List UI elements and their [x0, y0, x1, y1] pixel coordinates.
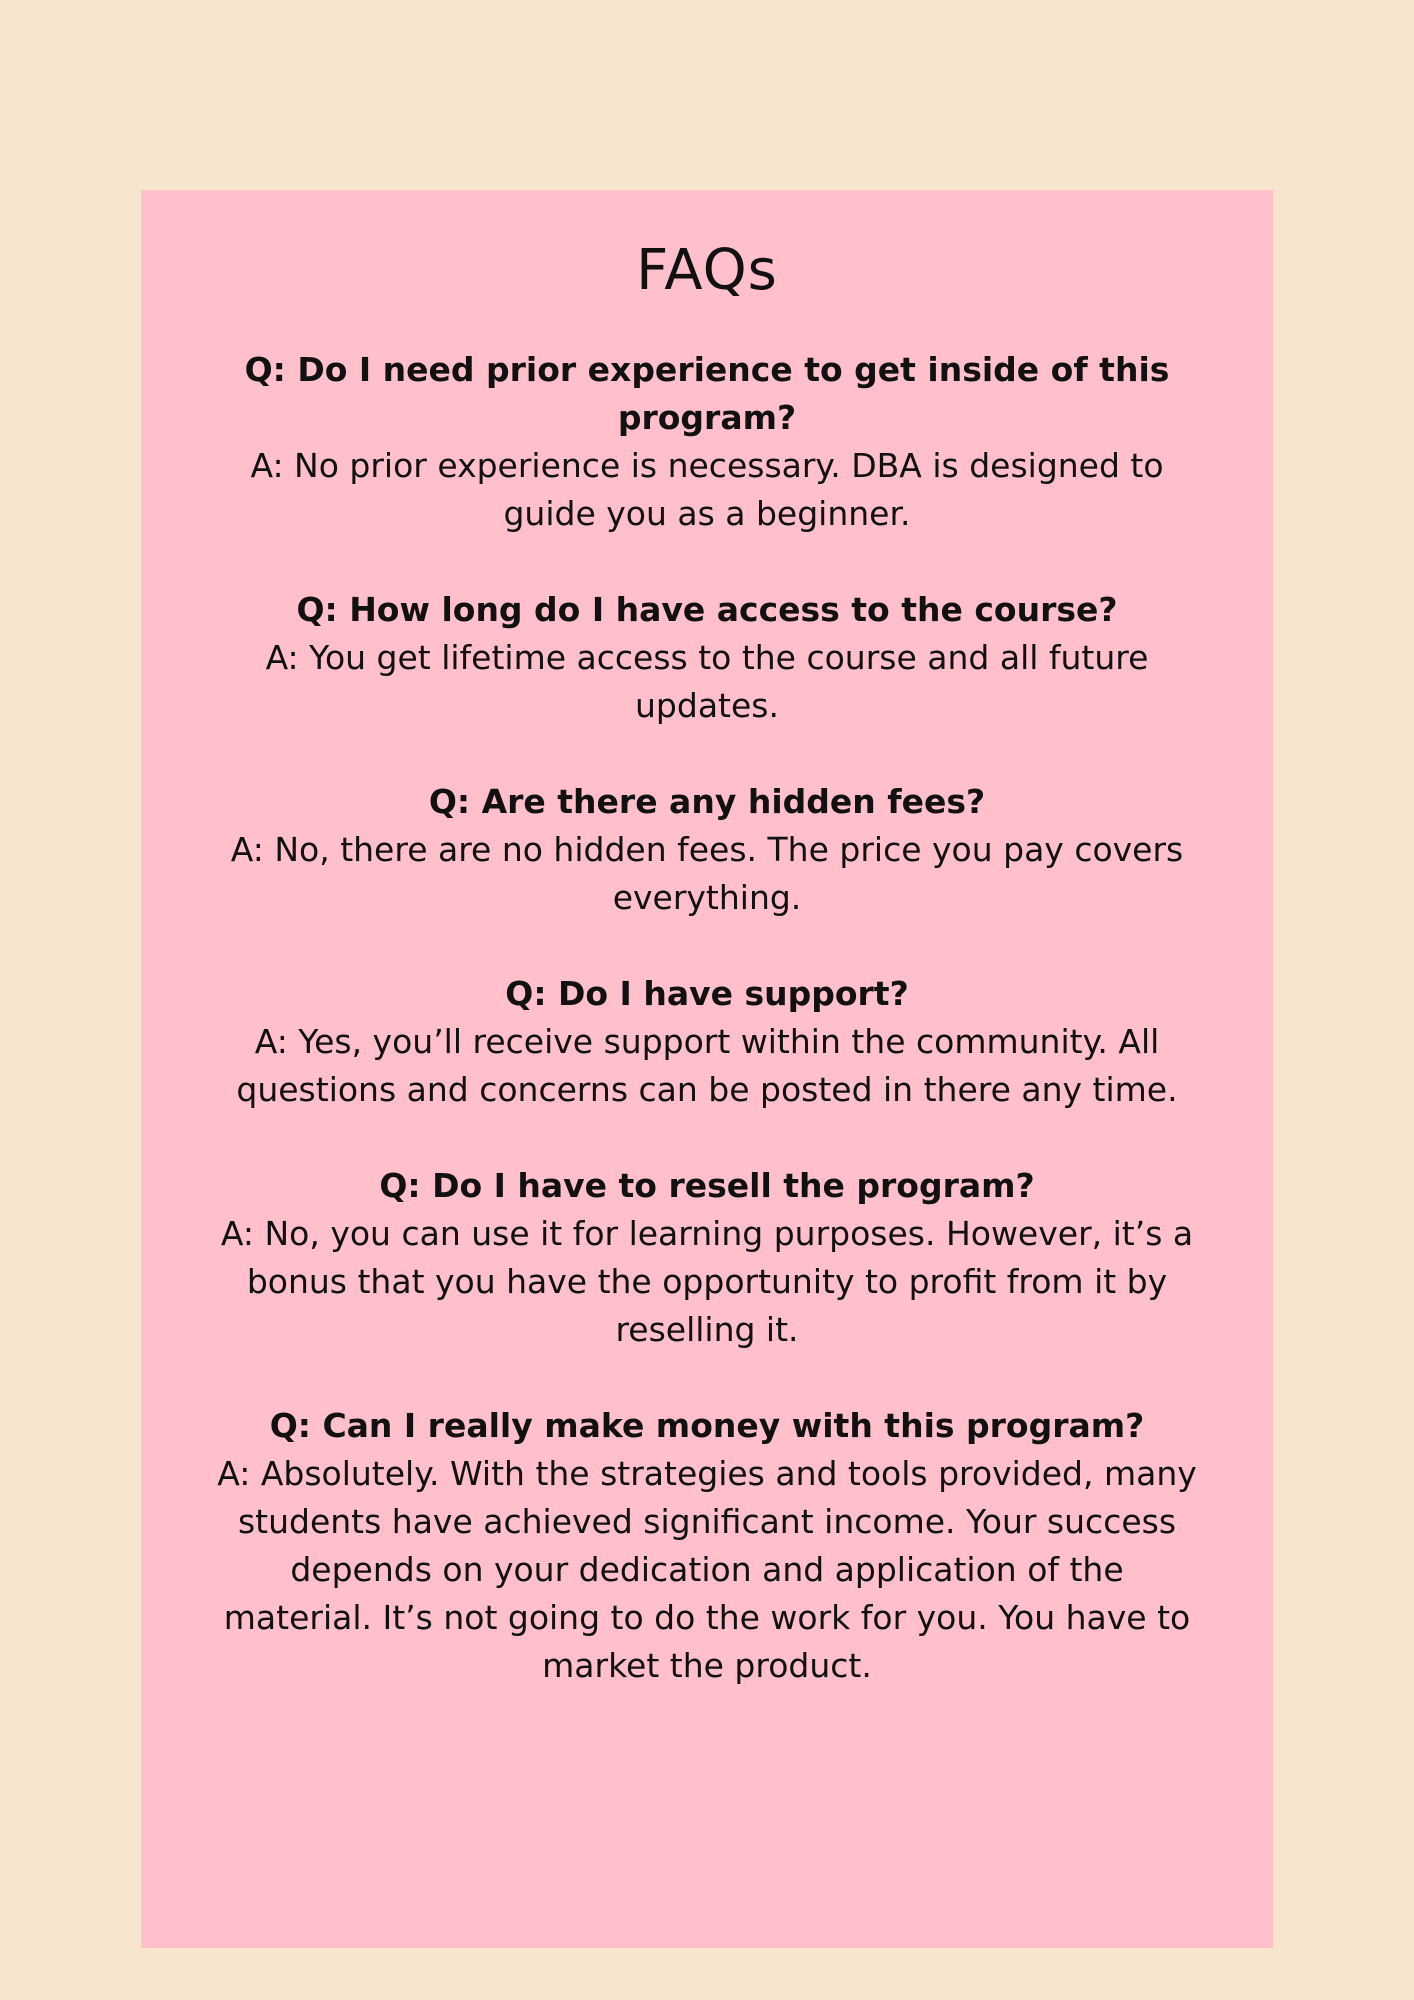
faq-item [211, 1162, 1203, 1354]
faq-question: Q: Can I really make money with this program? [269, 1405, 1145, 1445]
faq-question: Q: Do I need prior experience to get inside of this program? [244, 349, 1170, 437]
faq-question: Q: Do I have to resell the program? [379, 1165, 1035, 1205]
faq-question: Q: Are there any hidden fees? [428, 781, 986, 821]
faq-card [141, 190, 1273, 1948]
faq-answer: A: No, you can use it for learning purposes. However, it’s a bonus that you have the opportunity to profit from it by reselling it. [220, 1213, 1194, 1349]
faq-item [211, 346, 1203, 538]
faq-answer: A: Absolutely. With the strategies and tools provided, many students have achieved significant income. Your success depends on your dedication and application of the material. It’s not going to do the work for you. You have to market the product. [217, 1453, 1197, 1685]
faq-item [211, 586, 1203, 730]
page-title: FAQs [636, 238, 778, 303]
faq-item [211, 970, 1203, 1114]
faq-answer: A: No, there are no hidden fees. The price you pay covers everything. [230, 829, 1184, 917]
faq-item [211, 1402, 1203, 1690]
faq-item [211, 778, 1203, 922]
faq-answer: A: No prior experience is necessary. DBA is designed to guide you as a beginner. [250, 445, 1164, 533]
faq-answer: A: Yes, you’ll receive support within the community. All questions and concerns can be posted in there any time. [236, 1021, 1178, 1109]
faq-question: Q: Do I have support? [505, 973, 909, 1013]
faq-question: Q: How long do I have access to the course? [296, 589, 1118, 629]
faq-answer: A: You get lifetime access to the course and all future updates. [265, 637, 1149, 725]
